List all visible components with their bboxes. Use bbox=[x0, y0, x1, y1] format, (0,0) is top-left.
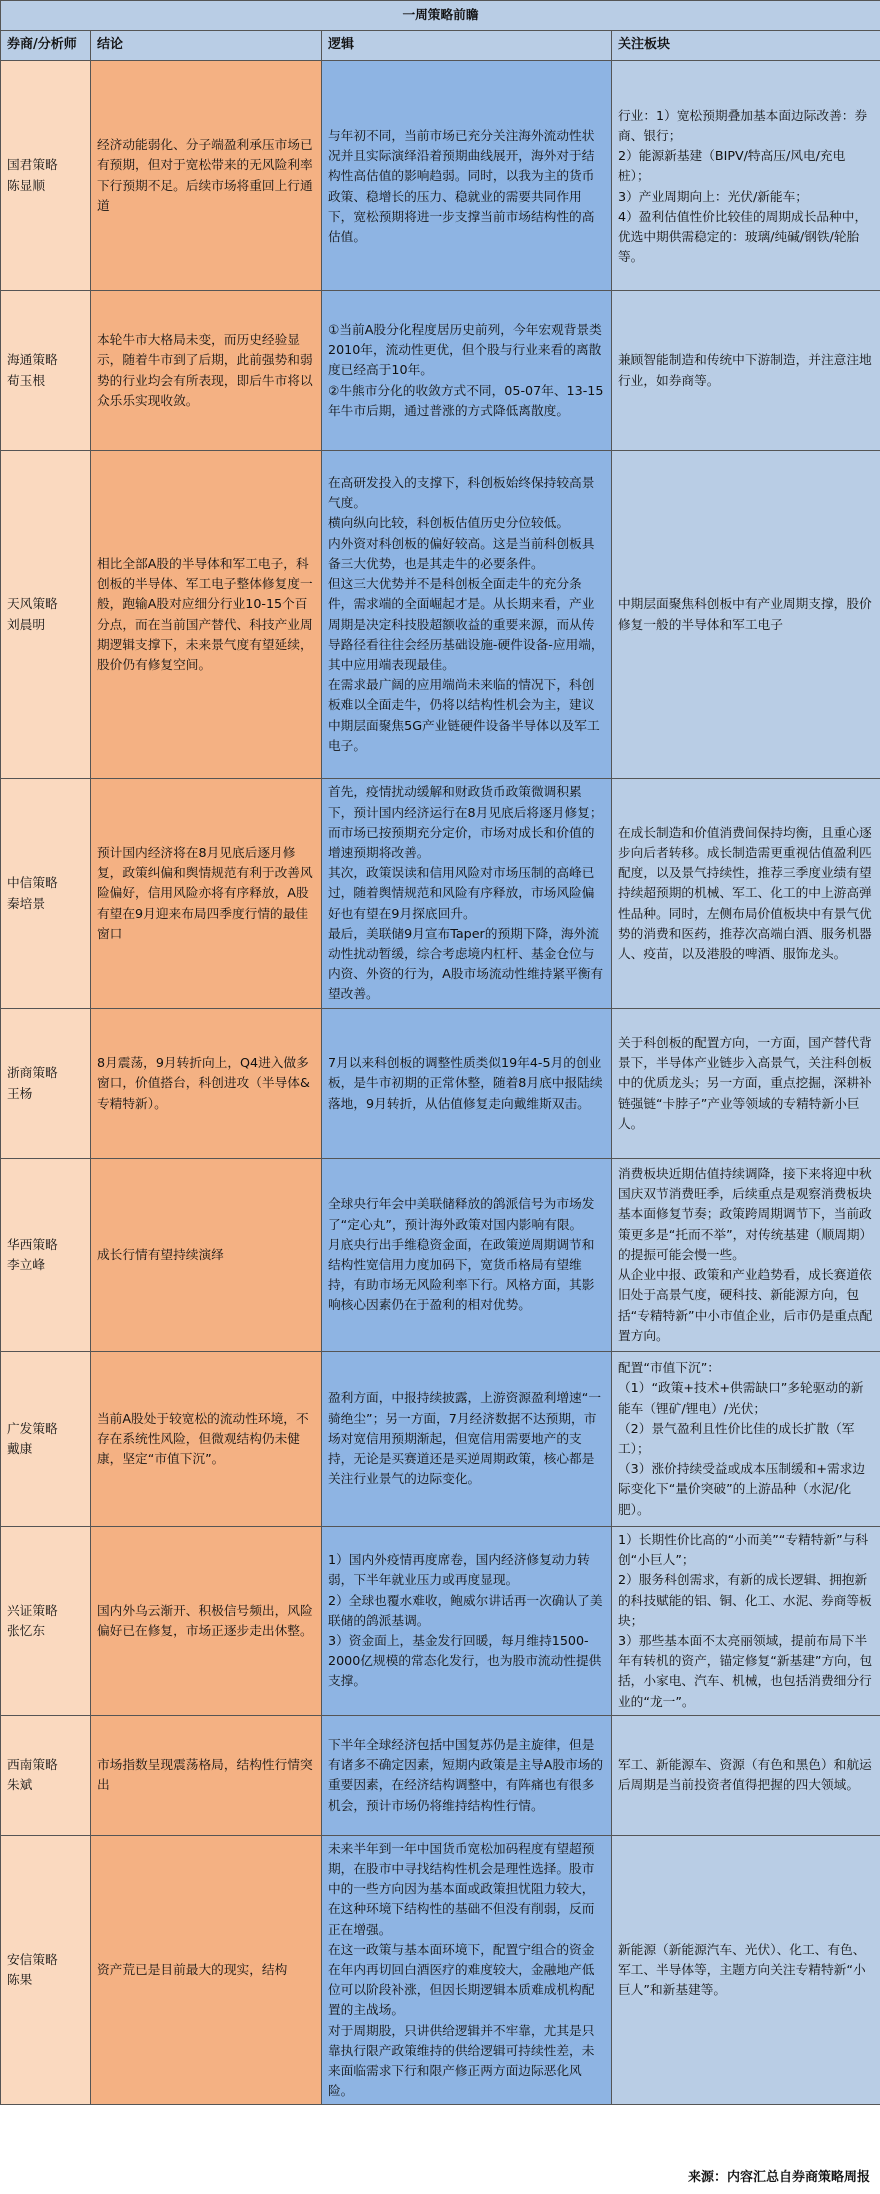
focus-cell bbox=[612, 1527, 880, 1716]
broker-name: 中信策略 bbox=[7, 875, 58, 891]
analyst-cell bbox=[1, 779, 91, 1009]
conclusion-text: 8月震荡，9月转折向上，Q4进入做多窗口，价值搭台，科创进攻（半导体&专精特新）。 bbox=[97, 1055, 310, 1111]
analyst-cell bbox=[1, 61, 91, 291]
focus-cell bbox=[612, 1835, 880, 2105]
analyst-cell bbox=[1, 1715, 91, 1835]
conclusion-cell bbox=[91, 291, 322, 451]
table-row bbox=[1, 291, 880, 451]
conclusion-text: 相比全部A股的半导体和军工电子，科创板的半导体、军工电子整体修复度一般，跑输A股对应细分行业10-15个百分点，而在当前国产替代、科技产业周期逻辑支撑下，未来景气度有望延续，股价仍有修复空间。 bbox=[97, 555, 313, 672]
logic-cell bbox=[322, 1527, 612, 1716]
conclusion-cell bbox=[91, 1835, 322, 2105]
table-row bbox=[1, 1715, 880, 1835]
logic-text: 1）国内外疫情再度席卷，国内经济修复动力转弱，下半年就业压力或再度显现。 2）全球也覆水难收，鲍威尔讲话再一次确认了美联储的鸽派基调。 3）资金面上，基金发行回暖，每月维持1500-2000亿规模的常态化发行，也为股市流动性提供支撑。 bbox=[328, 1552, 603, 1689]
focus-text: 关于科创板的配置方向，一方面，国产替代背景下，半导体产业链步入高景气，关注科创板中的优质龙头；另一方面，重点挖掘，深耕补链强链“卡脖子”产业等领域的专精特新小巨人。 bbox=[618, 1034, 872, 1131]
analyst-cell bbox=[1, 1009, 91, 1159]
focus-cell bbox=[612, 1159, 880, 1352]
analyst-name: 李立峰 bbox=[7, 1257, 46, 1272]
analyst-cell bbox=[1, 451, 91, 779]
logic-cell bbox=[322, 779, 612, 1009]
logic-text: 首先，疫情扰动缓解和财政货币政策微调积累下，预计国内经济运行在8月见底后将逐月修复；而市场已按预期充分定价，市场对成长和价值的增速预期将改善。 其次，政策误读和信用风险对市场压制的高峰已过，随着舆情规范和风险有序释放，市场风险偏好也有望在9月探底回升。 最后，美联储9月宣布Taper的预期下降，海外流动性扰动暂缓，综合考虑境内杠杆、基金仓位与内资、外资的行为，A股市场流动性维持紧平衡有望改善。 bbox=[328, 784, 604, 1002]
header-conclusion: 结论 bbox=[91, 31, 322, 61]
analyst-name: 荀玉根 bbox=[7, 372, 46, 388]
table-row bbox=[1, 1159, 880, 1352]
analyst-name: 陈果 bbox=[7, 1972, 33, 1988]
header-focus: 关注板块 bbox=[612, 31, 880, 61]
analyst-name: 秦培景 bbox=[7, 895, 46, 911]
analyst-cell bbox=[1, 1835, 91, 2105]
logic-cell bbox=[322, 61, 612, 291]
conclusion-cell bbox=[91, 779, 322, 1009]
logic-text: 在高研发投入的支撑下，科创板始终保持较高景气度。 横向纵向比较，科创板估值历史分位较低。 内外资对科创板的偏好较高。这是当前科创板具备三大优势，也是其走牛的必要条件。 但这三大优势并不是科创板全面走牛的充分条件，需求端的全面崛起才是。从长期来看，产业周期是决定科技股超额收益的重要来源，而从传导路径看往往会经历基础设施-硬件设备-应用端，其中应用端表现最佳。 在需求最广阔的应用端尚未来临的情况下，科创板难以全面走牛，仍将以结构性机会为主，建议中期层面聚焦5G产业链硬件设备半导体以及军工电子。 bbox=[328, 475, 604, 753]
broker-name: 兴证策略 bbox=[7, 1602, 58, 1618]
conclusion-cell bbox=[91, 1352, 322, 1527]
broker-name: 华西策略 bbox=[7, 1236, 58, 1252]
header-logic: 逻辑 bbox=[322, 31, 612, 61]
table-row bbox=[1, 1527, 880, 1716]
analyst-name: 刘晨明 bbox=[7, 616, 46, 632]
conclusion-cell bbox=[91, 1527, 322, 1716]
broker-name: 西南策略 bbox=[7, 1757, 58, 1773]
table-row bbox=[1, 1352, 880, 1527]
focus-cell bbox=[612, 451, 880, 779]
analyst-name: 朱斌 bbox=[7, 1777, 33, 1793]
logic-cell bbox=[322, 1009, 612, 1159]
header-row bbox=[1, 31, 880, 61]
table-title: 一周策略前瞻 bbox=[1, 1, 880, 31]
focus-text: 行业：1）宽松预期叠加基本面边际改善：券商、银行； 2）能源新基建（BIPV/特高压/风电/充电桩）； 3）产业周期向上：光伏/新能车； 4）盈利估值性价比较佳的周期成长品种中，优选中期供需稳定的：玻璃/纯碱/钢铁/轮胎等。 bbox=[618, 107, 868, 265]
focus-cell bbox=[612, 779, 880, 1009]
conclusion-text: 本轮牛市大格局未变，而历史经验显示，随着牛市到了后期，此前强势和弱势的行业均会有所表现，即后牛市将以众乐乐实现收敛。 bbox=[97, 332, 313, 408]
logic-text: 7月以来科创板的调整性质类似19年4-5月的创业板，是牛市初期的正常休整，随着8月底中报陆续落地，9月转折，从估值修复走向戴维斯双击。 bbox=[328, 1055, 603, 1111]
table-row bbox=[1, 451, 880, 779]
broker-name: 浙商策略 bbox=[7, 1065, 58, 1081]
logic-text: 盈利方面，中报持续披露，上游资源盈利增速“一骑绝尘”；另一方面，7月经济数据不达预期，市场对宽信用预期渐起，但宽信用需要地产的支持，无论是买赛道还是买逆周期政策，核心都是关注行业景气的边际变化。 bbox=[328, 1390, 602, 1487]
focus-cell bbox=[612, 1715, 880, 1835]
conclusion-text: 资产荒已是目前最大的现实，结构 bbox=[97, 1962, 288, 1978]
logic-cell bbox=[322, 451, 612, 779]
analyst-cell bbox=[1, 1159, 91, 1352]
table-row bbox=[1, 1009, 880, 1159]
focus-cell bbox=[612, 1009, 880, 1159]
focus-cell bbox=[612, 1352, 880, 1527]
focus-text: 新能源（新能源汽车、光伏）、化工、有色、军工、半导体等，主题方向关注专精特新“小巨人”和新基建等。 bbox=[618, 1941, 866, 1998]
analyst-name: 陈显顺 bbox=[7, 177, 46, 193]
table-row bbox=[1, 1835, 880, 2105]
header-analyst: 券商/分析师 bbox=[1, 31, 91, 61]
table-row bbox=[1, 779, 880, 1009]
focus-text: 兼顾智能制造和传统中下游制造，并注意注地行业，如券商等。 bbox=[618, 352, 872, 388]
focus-cell bbox=[612, 291, 880, 451]
focus-text: 1）长期性价比高的“小而美”“专精特新”与科创“小巨人”； 2）服务科创需求，有新的成长逻辑、拥抱新的科技赋能的铝、铜、化工、水泥、券商等板块； 3）那些基本面不太亮丽领域，提前布局下半年有转机的资产，锚定修复“新基建”方向，包括，小家电、汽车、机械，也包括消费细分行业的“龙一”。 bbox=[618, 1532, 873, 1709]
conclusion-text: 经济动能弱化、分子端盈利承压市场已有预期，但对于宽松带来的无风险利率下行预期不足。后续市场将重回上行通道 bbox=[97, 137, 313, 213]
focus-text: 军工、新能源车、资源（有色和黑色）和航运后周期是当前投资者值得把握的四大领域。 bbox=[618, 1757, 872, 1793]
logic-cell bbox=[322, 1352, 612, 1527]
analyst-name: 张忆东 bbox=[7, 1622, 46, 1638]
focus-cell bbox=[612, 61, 880, 291]
analyst-cell bbox=[1, 291, 91, 451]
source-note: 来源：内容汇总自券商策略周报 bbox=[687, 2170, 870, 2185]
conclusion-cell bbox=[91, 61, 322, 291]
focus-text: 消费板块近期估值持续调降，接下来将迎中秋国庆双节消费旺季，后续重点是观察消费板块基本面修复节奏；政策跨周期调节下，当前政策更多是“托而不举”，对传统基建（顺周期）的提振可能会慢一些。 从企业中报、政策和产业趋势看，成长赛道依旧处于高景气度，硬科技、新能源方向，包括“专精特新”中小市值企业，后市仍是重点配置方向。 bbox=[618, 1166, 873, 1343]
conclusion-cell bbox=[91, 1009, 322, 1159]
logic-cell bbox=[322, 291, 612, 451]
logic-text: ①当前A股分化程度居历史前列，今年宏观背景类2010年，流动性更优，但个股与行业来看的离散度已经高于10年。 ②牛熊市分化的收敛方式不同，05-07年、13-15年牛市后期，通过普涨的方式降低离散度。 bbox=[328, 321, 604, 418]
table-row bbox=[1, 61, 880, 291]
focus-text: 在成长制造和价值消费间保持均衡，且重心逐步向后者转移。成长制造需更重视估值盈利匹配度，以及景气持续性，推荐三季度业绩有望持续超预期的机械、军工、化工的中上游高弹性品种。同时，左侧布局价值板块中有景气优势的消费和医药，推荐次高端白酒、服务机器人、疫苗，以及港股的啤酒、服饰龙头。 bbox=[618, 824, 872, 961]
logic-text: 全球央行年会中美联储释放的鸽派信号为市场发了“定心丸”，预计海外政策对国内影响有限。 月底央行出手维稳资金面，在政策逆周期调节和结构性宽信用力度加码下，宽货币格局有望维持，有助市场无风险利率下行。风格方面，其影响核心因素仍在于盈利的相对优势。 bbox=[328, 1196, 595, 1313]
conclusion-text: 当前A股处于较宽松的流动性环境，不存在系统性风险，但微观结构仍未健康，坚定“市值下沉”。 bbox=[97, 1410, 309, 1467]
focus-text: 中期层面聚焦科创板中有产业周期支撑，股价修复一般的半导体和军工电子 bbox=[618, 596, 872, 632]
logic-text: 与年初不同，当前市场已充分关注海外流动性状况并且实际演绎沿着预期曲线展开，海外对于结构性高估值的影响趋弱。同时，以我为主的货币政策、稳增长的压力、稳就业的需要共同作用下，宽松预期将进一步支撑当前市场结构性的高估值。 bbox=[328, 127, 595, 244]
logic-text: 未来半年到一年中国货币宽松加码程度有望超预期，在股市中寻找结构性机会是理性选择。股市中的一些方向因为基本面或政策担忧阻力较大，在这种环境下结构性的基础不但没有削弱，反而正在增强。 在这一政策与基本面环境下，配置宁组合的资金在年内再切回白酒医疗的难度较大，金融地产低位可以阶段补涨，但因长期逻辑本质难成机构配置的主战场。 对于周期股，只讲供给逻辑并不牢靠，尤其是只靠执行限产政策维持的供给逻辑可持续性差，未来面临需求下行和限产修正两方面边际恶化风险。 bbox=[328, 1840, 595, 2099]
broker-name: 广发策略 bbox=[7, 1420, 58, 1436]
logic-cell bbox=[322, 1715, 612, 1835]
conclusion-text: 预计国内经济将在8月见底后逐月修复，政策纠偏和舆情规范有利于改善风险偏好，信用风险亦将有序释放，A股有望在9月迎来布局四季度行情的最佳窗口 bbox=[97, 844, 313, 941]
conclusion-text: 成长行情有望持续演绎 bbox=[97, 1246, 224, 1262]
analyst-name: 王杨 bbox=[7, 1085, 33, 1101]
analyst-cell bbox=[1, 1527, 91, 1716]
conclusion-cell bbox=[91, 1159, 322, 1352]
broker-name: 国君策略 bbox=[7, 157, 58, 173]
conclusion-cell bbox=[91, 451, 322, 779]
analyst-name: 戴康 bbox=[7, 1441, 33, 1456]
broker-name: 安信策略 bbox=[7, 1951, 58, 1967]
broker-name: 海通策略 bbox=[7, 352, 58, 368]
analyst-cell bbox=[1, 1352, 91, 1527]
logic-cell bbox=[322, 1159, 612, 1352]
conclusion-text: 市场指数呈现震荡格局，结构性行情突出 bbox=[97, 1757, 313, 1793]
broker-name: 天风策略 bbox=[7, 596, 58, 612]
conclusion-text: 国内外乌云渐开、积极信号频出，风险偏好已在修复，市场正逐步走出休整。 bbox=[97, 1602, 313, 1638]
logic-cell bbox=[322, 1835, 612, 2105]
logic-text: 下半年全球经济包括中国复苏仍是主旋律，但是有诸多不确定因素，短期内政策是主导A股市场的重要因素，在经济结构调整中，有阵痛也有很多机会，预计市场仍将维持结构性行情。 bbox=[328, 1736, 604, 1813]
focus-text: 配置“市值下沉”： （1）“政策+技术+供需缺口”多轮驱动的新能车（锂矿/锂电）/光伏； （2）景气盈利且性价比佳的成长扩散（军工）； （3）涨价持续受益或成本压制缓和+需求边际变化下“量价突破”的上游品种（水泥/化肥）。 bbox=[618, 1360, 866, 1517]
conclusion-cell bbox=[91, 1715, 322, 1835]
